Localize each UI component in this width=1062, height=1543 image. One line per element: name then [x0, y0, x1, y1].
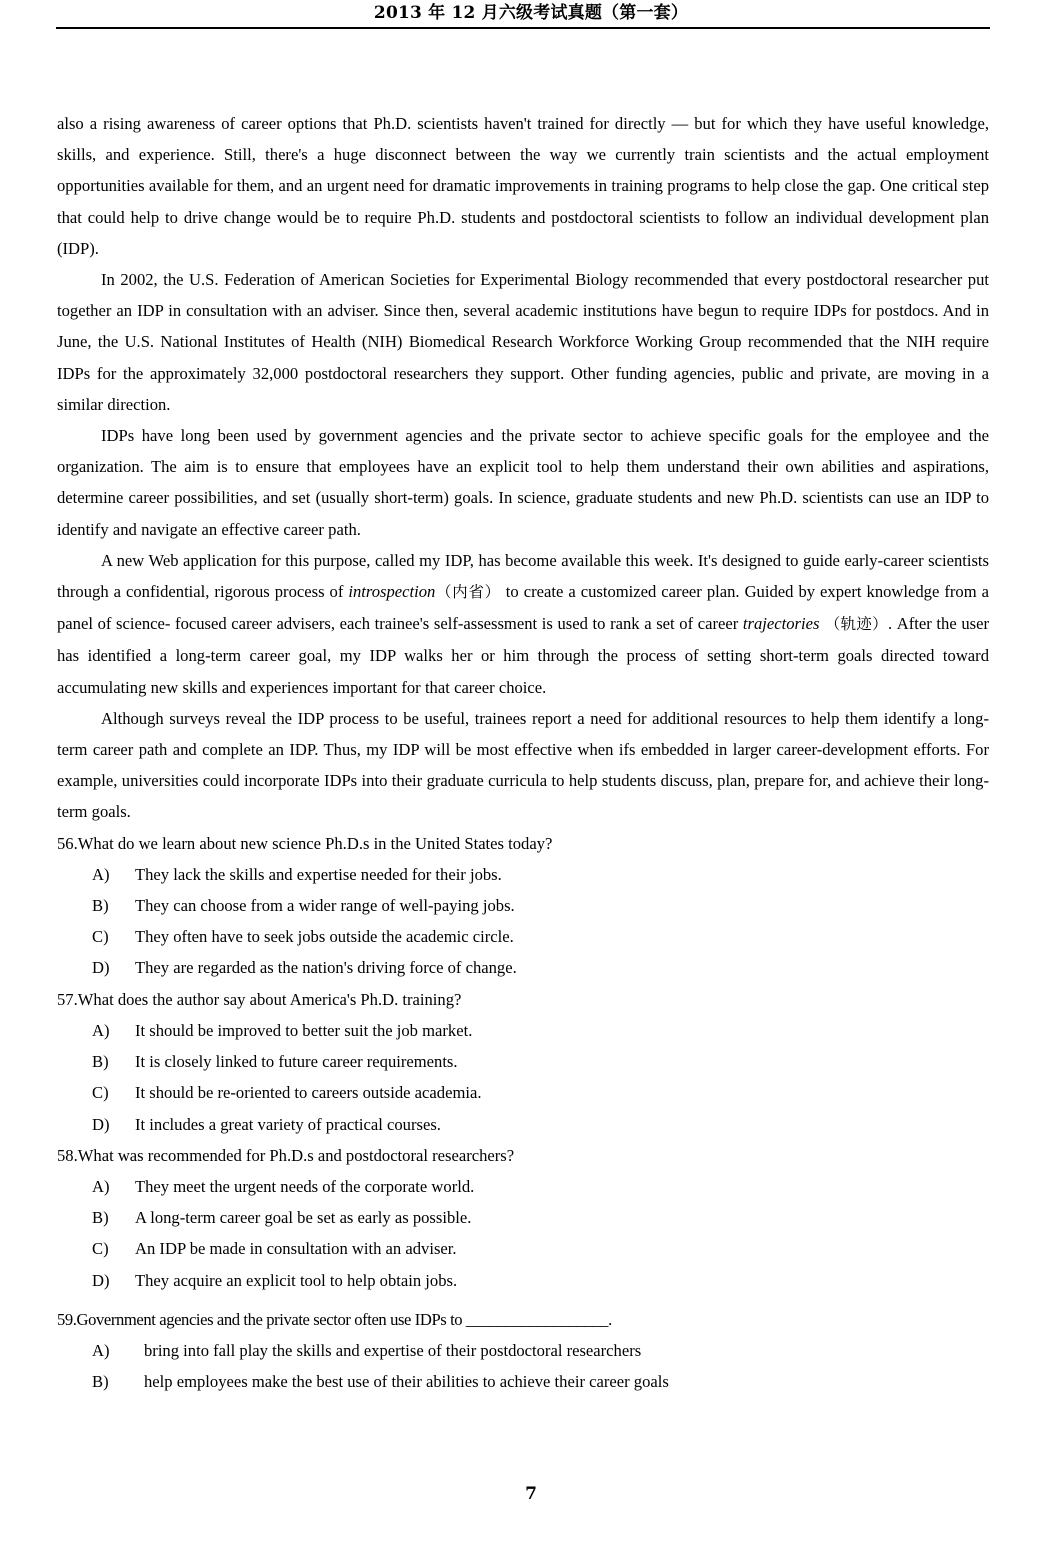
page-header — [0, 0, 1062, 30]
question-56-stem: 56.What do we learn about new science Ph.D.s in the United States today? — [57, 833, 553, 853]
question-58-option-c[interactable] — [57, 1233, 989, 1264]
question-57-option-d[interactable] — [57, 1109, 989, 1140]
option-text: They are regarded as the nation's driving force of change. — [135, 958, 517, 978]
question-57-stem: 57.What does the author say about America's Ph.D. training? — [57, 989, 462, 1009]
option-letter: D) — [92, 1270, 110, 1290]
question-58-option-b[interactable] — [57, 1202, 989, 1233]
question-56-option-d[interactable] — [57, 952, 989, 983]
question-58-options — [57, 1171, 989, 1296]
passage-paragraph-4-part-a: A new Web application for this purpose, called my IDP, has become available this week. It's designed to guide early-career scientists through a confidential, rigorous process of — [57, 550, 989, 602]
question-56 — [57, 828, 989, 984]
option-letter: C) — [92, 1239, 109, 1259]
passage-paragraph-4-part-c: . After the user has identified a long-term career goal, my IDP walks her or him through the process of setting short-term goals directed toward accumulating new skills and experiences important for that career choice. — [57, 614, 989, 697]
option-text: It should be improved to better suit the job market. — [135, 1020, 473, 1040]
passage-and-questions — [57, 108, 989, 1397]
option-text: They meet the urgent needs of the corporate world. — [135, 1176, 475, 1196]
passage-gloss-trajectories: （轨迹） — [819, 615, 888, 634]
option-text: They acquire an explicit tool to help obtain jobs. — [135, 1270, 458, 1290]
option-text: help employees make the best use of their abilities to achieve their career goals — [144, 1372, 669, 1392]
question-59-stem: 59.Government agencies and the private sector often use IDPs to __________________. — [57, 1309, 612, 1329]
option-letter: B) — [92, 1208, 109, 1228]
question-spacer — [57, 1296, 989, 1304]
option-letter: A) — [92, 1176, 110, 1196]
option-letter: A) — [92, 1020, 110, 1040]
passage-term-trajectories: trajectories — [742, 614, 820, 634]
option-letter: B) — [92, 1372, 109, 1392]
question-57 — [57, 984, 989, 1140]
question-57-options — [57, 1015, 989, 1140]
option-letter: C) — [92, 1083, 109, 1103]
option-text: An IDP be made in consultation with an adviser. — [135, 1239, 457, 1259]
option-text: They lack the skills and expertise needed for their jobs. — [135, 864, 502, 884]
question-58 — [57, 1140, 989, 1296]
option-letter: A) — [92, 864, 110, 884]
question-59-option-b[interactable] — [57, 1366, 989, 1397]
passage-term-introspection: introspection — [348, 582, 436, 602]
option-letter: B) — [92, 1052, 109, 1072]
passage-paragraph-4 — [57, 545, 989, 703]
option-text: They can choose from a wider range of well-paying jobs. — [135, 896, 515, 916]
question-56-option-c[interactable] — [57, 921, 989, 952]
option-text: A long-term career goal be set as early as possible. — [135, 1208, 472, 1228]
passage-paragraph-2: In 2002, the U.S. Federation of American Societies for Experimental Biology recommended that every postdoctoral researcher put together an IDP in consultation with an adviser. Since then, several academic institutions have begun to require IDPs for postdocs. And in June, the U.S. National Institutes of Health (NIH) Biomedical Research Workforce Working Group recommended that the NIH require IDPs for the approximately 32,000 postdoctoral researchers they support. Other funding agencies, public and private, are moving in a similar direction. — [57, 270, 989, 414]
option-letter: C) — [92, 927, 109, 947]
question-57-option-c[interactable] — [57, 1077, 989, 1108]
question-57-option-b[interactable] — [57, 1046, 989, 1077]
option-letter: B) — [92, 896, 109, 916]
passage-paragraph-1: also a rising awareness of career options that Ph.D. scientists haven't trained for directly — but for which they have useful knowledge, skills, and experience. Still, there's a huge disconnect between the way we currently train scientists and the actual employment opportunities available for them, and an urgent need for dramatic improvements in training programs to help close the gap. One critical step that could help to drive change would be to require Ph.D. students and postdoctoral scientists to follow an individual development plan (IDP). — [57, 114, 989, 258]
passage-paragraph-4-part-b: to create a customized career plan. Guided by expert knowledge from a panel of science- focused career advisers, each trainee's self-assessment is used to rank a set of career — [57, 582, 989, 634]
question-58-stem: 58.What was recommended for Ph.D.s and postdoctoral researchers? — [57, 1145, 515, 1165]
question-56-option-b[interactable] — [57, 890, 989, 921]
question-58-option-a[interactable] — [57, 1171, 989, 1202]
header-divider — [56, 27, 990, 29]
option-text: bring into fall play the skills and expertise of their postdoctoral researchers — [144, 1340, 642, 1360]
option-letter: D) — [92, 1114, 110, 1134]
question-59-options — [57, 1335, 989, 1397]
passage-paragraph-5: Although surveys reveal the IDP process to be useful, trainees report a need for additional resources to help them identify a long-term career path and complete an IDP. Thus, my IDP will be most effective when ifs embedded in larger career-development efforts. For example, universities could incorporate IDPs into their graduate curricula to help students discuss, plan, prepare for, and achieve their long-term goals. — [57, 708, 989, 822]
option-text: It is closely linked to future career requirements. — [135, 1052, 458, 1072]
option-letter: A) — [92, 1340, 110, 1360]
question-59-option-a[interactable] — [57, 1335, 989, 1366]
page-number: 7 — [525, 1484, 537, 1504]
option-text: It should be re-oriented to careers outside academia. — [135, 1083, 482, 1103]
question-58-option-d[interactable] — [57, 1265, 989, 1296]
option-text: They often have to seek jobs outside the academic circle. — [135, 927, 514, 947]
passage-gloss-introspection: （内省） — [435, 583, 501, 602]
header-title: 2013 年 12 月六级考试真题（第一套） — [373, 3, 689, 23]
option-text: It includes a great variety of practical courses. — [135, 1114, 441, 1134]
question-56-option-a[interactable] — [57, 859, 989, 890]
option-letter: D) — [92, 958, 110, 978]
question-59 — [57, 1304, 989, 1398]
question-57-option-a[interactable] — [57, 1015, 989, 1046]
question-56-options — [57, 859, 989, 984]
passage-paragraph-3: IDPs have long been used by government agencies and the private sector to achieve specific goals for the employee and the organization. The aim is to ensure that employees have an explicit tool to help them understand their own abilities and aspirations, determine career possibilities, and set (usually short-term) goals. In science, graduate students and new Ph.D. scientists can use an IDP to identify and navigate an effective career path. — [57, 426, 989, 539]
